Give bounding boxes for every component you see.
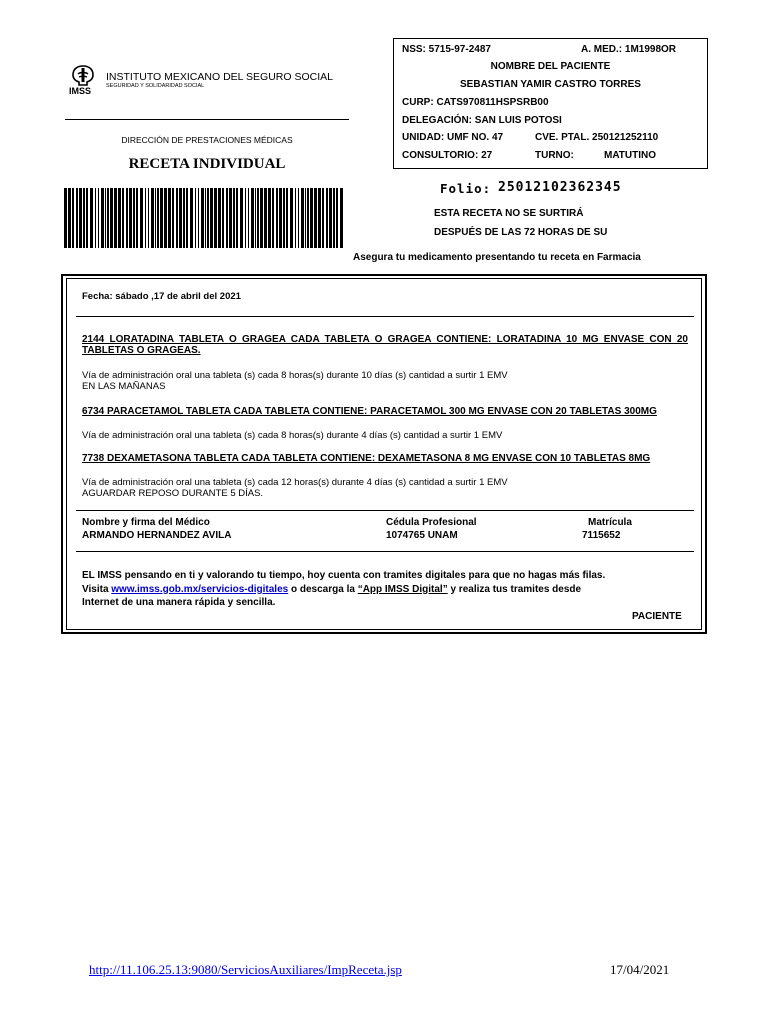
- direccion-label: DIRECCIÓN DE PRESTACIONES MÉDICAS: [121, 135, 293, 145]
- date-divider: [76, 316, 694, 317]
- consultorio: CONSULTORIO: 27: [402, 150, 493, 161]
- turno-label: TURNO:: [535, 150, 574, 161]
- copy-label: PACIENTE: [632, 611, 682, 622]
- doctor-name: ARMANDO HERNANDEZ AVILA: [82, 530, 232, 541]
- patient-info-box: [393, 38, 708, 169]
- institution-name: INSTITUTO MEXICANO DEL SEGURO SOCIAL: [106, 71, 333, 83]
- medication-title: 6734 PARACETAMOL TABLETA CADA TABLETA CONTIENE: PARACETAMOL 300 MG ENVASE CON 20 TABLETAS 300MG: [82, 406, 657, 417]
- folio-label: Folio:: [440, 181, 492, 196]
- delegacion: DELEGACIÓN: SAN LUIS POTOSI: [402, 115, 562, 126]
- medication-instructions: Vía de administración oral una tableta (s) cada 8 horas(s) durante 10 días (s) cantidad a surtir 1 EMV: [82, 370, 508, 381]
- message-line-1: EL IMSS pensando en ti y valorando tu tiempo, hoy cuenta con tramites digitales para que no hagas más filas.: [82, 570, 606, 581]
- medication-title: 7738 DEXAMETASONA TABLETA CADA TABLETA CONTIENE: DEXAMETASONA 8 MG ENVASE CON 10 TABLETAS 8MG: [82, 453, 651, 464]
- app-imss-digital: “App IMSS Digital”: [357, 583, 448, 595]
- folio-number: 25012102362345: [498, 180, 622, 195]
- imss-services-link[interactable]: www.imss.gob.mx/servicios-digitales: [111, 583, 289, 595]
- a-med: A. MED.: 1M1998OR: [581, 44, 677, 55]
- patient-name-label: NOMBRE DEL PACIENTE: [490, 61, 611, 72]
- message-line-3: Internet de una manera rápida y sencilla.: [82, 597, 276, 608]
- medication-note: AGUARDAR REPOSO DURANTE 5 DÍAS.: [82, 488, 264, 499]
- cedula-value: 1074765 UNAM: [386, 530, 458, 541]
- unidad: UNIDAD: UMF NO. 47: [402, 132, 504, 143]
- matricula-label: Matrícula: [588, 517, 632, 528]
- pharmacy-notice: Asegura tu medicamento presentando tu receta en Farmacia: [353, 252, 641, 263]
- medication-instructions: Vía de administración oral una tableta (s) cada 8 horas(s) durante 4 días (s) cantidad a surtir 1 EMV: [82, 430, 503, 441]
- nss: NSS: 5715-97-2487: [402, 44, 491, 55]
- medication-instructions: Vía de administración oral una tableta (s) cada 12 horas(s) durante 4 días (s) cantidad a surtir 1 EMV: [82, 477, 508, 488]
- doctor-divider-bottom: [76, 551, 694, 552]
- digital-services-message: [82, 569, 698, 610]
- barcode: [64, 188, 344, 248]
- doctor-name-label: Nombre y firma del Médico: [82, 517, 210, 528]
- doctor-divider-top: [76, 510, 694, 511]
- curp: CURP: CATS970811HSPSRB00: [402, 97, 549, 108]
- page-url-link[interactable]: http://11.106.25.13:9080/ServiciosAuxiliares/ImpReceta.jsp: [89, 962, 402, 977]
- descarga-text: o descarga la: [290, 583, 355, 595]
- cedula-label: Cédula Profesional: [386, 517, 477, 528]
- institution-slogan: SEGURIDAD Y SOLIDARIDAD SOCIAL: [106, 83, 205, 89]
- imss-logo-text: IMSS: [69, 86, 92, 96]
- validity-notice-1: ESTA RECETA NO SE SURTIRÁ: [434, 208, 584, 219]
- medication-title: 2144 LORATADINA TABLETA O GRAGEA CADA TABLETA O GRAGEA CONTIENE: LORATADINA 10 MG ENVASE CON 20 TABLETAS O GRAGEAS.: [82, 334, 688, 356]
- validity-notice-2: DESPUÉS DE LAS 72 HORAS DE SU: [434, 227, 608, 238]
- document-title: RECETA INDIVIDUAL: [128, 156, 286, 172]
- prescription-date: Fecha: sábado ,17 de abril del 2021: [82, 291, 241, 302]
- print-date: 17/04/2021: [610, 962, 670, 977]
- turno: MATUTINO: [604, 150, 657, 161]
- matricula-value: 7115652: [582, 530, 621, 541]
- cve-ptal: CVE. PTAL. 250121252110: [535, 132, 659, 143]
- tramites-text: y realiza tus tramites desde: [450, 583, 582, 595]
- medication-note: EN LAS MAÑANAS: [82, 381, 166, 392]
- visita-text: Visita: [82, 583, 109, 595]
- message-line-2: [82, 583, 698, 597]
- header-divider: [65, 119, 349, 120]
- patient-name: SEBASTIAN YAMIR CASTRO TORRES: [460, 79, 641, 90]
